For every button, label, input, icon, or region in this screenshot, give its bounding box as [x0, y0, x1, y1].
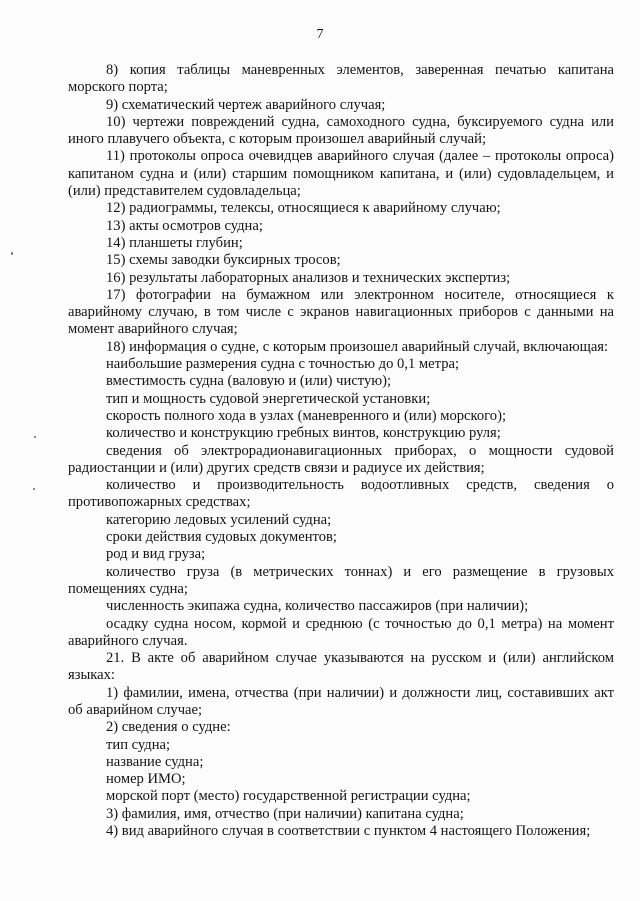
- vessel-info-documents: сроки действия судовых документов;: [106, 529, 337, 546]
- vessel-info-cargo-quantity: количество груза (в метрических тоннах) и его размещение в грузовых помещениях судна;: [68, 563, 614, 597]
- act-registration-port: морской порт (место) государственной регистрации судна;: [106, 788, 471, 805]
- list-item-13: 13) акты осмотров судна;: [106, 217, 263, 234]
- act-item-2: 2) сведения о судне:: [106, 719, 231, 736]
- page-number: 7: [316, 27, 324, 42]
- vessel-info-crew: численность экипажа судна, количество пассажиров (при наличии);: [106, 598, 529, 615]
- act-item-1: 1) фамилии, имена, отчества (при наличии) и должности лиц, составивших акт об аварийном случае;: [68, 684, 614, 718]
- list-item-11: 11) протоколы опроса очевидцев аварийного случая (далее – протоколы опроса) капитаном судна и (или) старшим помощником капитана, и (или) судовладельцем, и (или) представителем судовладельца;: [68, 148, 614, 200]
- list-item-9: 9) схематический чертеж аварийного случая;: [106, 96, 386, 113]
- scan-speck: [33, 488, 35, 490]
- list-item-18: 18) информация о судне, с которым произошел аварийный случай, включающая:: [106, 338, 609, 355]
- list-item-15: 15) схемы заводки буксирных тросов;: [106, 252, 341, 269]
- act-item-3: 3) фамилия, имя, отчество (при наличии) капитана судна;: [106, 805, 464, 822]
- list-item-17: 17) фотографии на бумажном или электронном носителе, относящиеся к аварийному случаю, в том числе с экранов навигационных приборов с данными на момент аварийного случая;: [68, 286, 614, 338]
- act-imo-number: номер ИМО;: [106, 771, 186, 788]
- vessel-info-tonnage: вместимость судна (валовую и (или) чистую);: [106, 373, 392, 390]
- scan-speck: [11, 252, 13, 255]
- scan-speck: [34, 436, 36, 438]
- vessel-info-navigation-devices: сведения об электрорадионавигационных приборах, о мощности судовой радиостанции и (или) других средств связи и радиусе их действия;: [68, 442, 614, 476]
- vessel-info-power-plant: тип и мощность судовой энергетической установки;: [106, 390, 431, 407]
- act-item-4: 4) вид аварийного случая в соответствии с пунктом 4 настоящего Положения;: [106, 823, 591, 840]
- list-item-12: 12) радиограммы, телексы, относящиеся к аварийному случаю;: [106, 200, 501, 217]
- vessel-info-dimensions: наибольшие размерения судна с точностью до 0,1 метра;: [106, 356, 460, 373]
- list-item-8: 8) копия таблицы маневренных элементов, заверенная печатью капитана морского порта;: [68, 62, 614, 96]
- vessel-info-speed: скорость полного хода в узлах (маневренного и (или) морского);: [106, 407, 507, 424]
- list-item-14: 14) планшеты глубин;: [106, 234, 243, 251]
- document-body: [68, 62, 614, 840]
- vessel-info-propellers: количество и конструкцию гребных винтов, конструкцию руля;: [106, 425, 501, 442]
- vessel-info-drainage-firefighting: количество и производительность водоотливных средств, сведения о противопожарных средствах;: [68, 477, 614, 511]
- act-vessel-type: тип судна;: [106, 736, 171, 753]
- vessel-info-cargo-type: род и вид груза;: [106, 546, 206, 563]
- vessel-info-draft: осадку судна носом, кормой и среднюю (с точностью до 0,1 метра) на момент аварийного случая.: [68, 615, 614, 649]
- list-item-16: 16) результаты лабораторных анализов и технических экспертиз;: [106, 269, 511, 286]
- section-21: 21. В акте об аварийном случае указываются на русском и (или) английском языках:: [68, 650, 614, 684]
- vessel-info-ice-class: категорию ледовых усилений судна;: [106, 511, 332, 528]
- list-item-10: 10) чертежи повреждений судна, самоходного судна, буксируемого судна или иного плавучего объекта, с которым произошел аварийный случай;: [68, 113, 614, 148]
- act-vessel-name: название судна;: [106, 753, 204, 770]
